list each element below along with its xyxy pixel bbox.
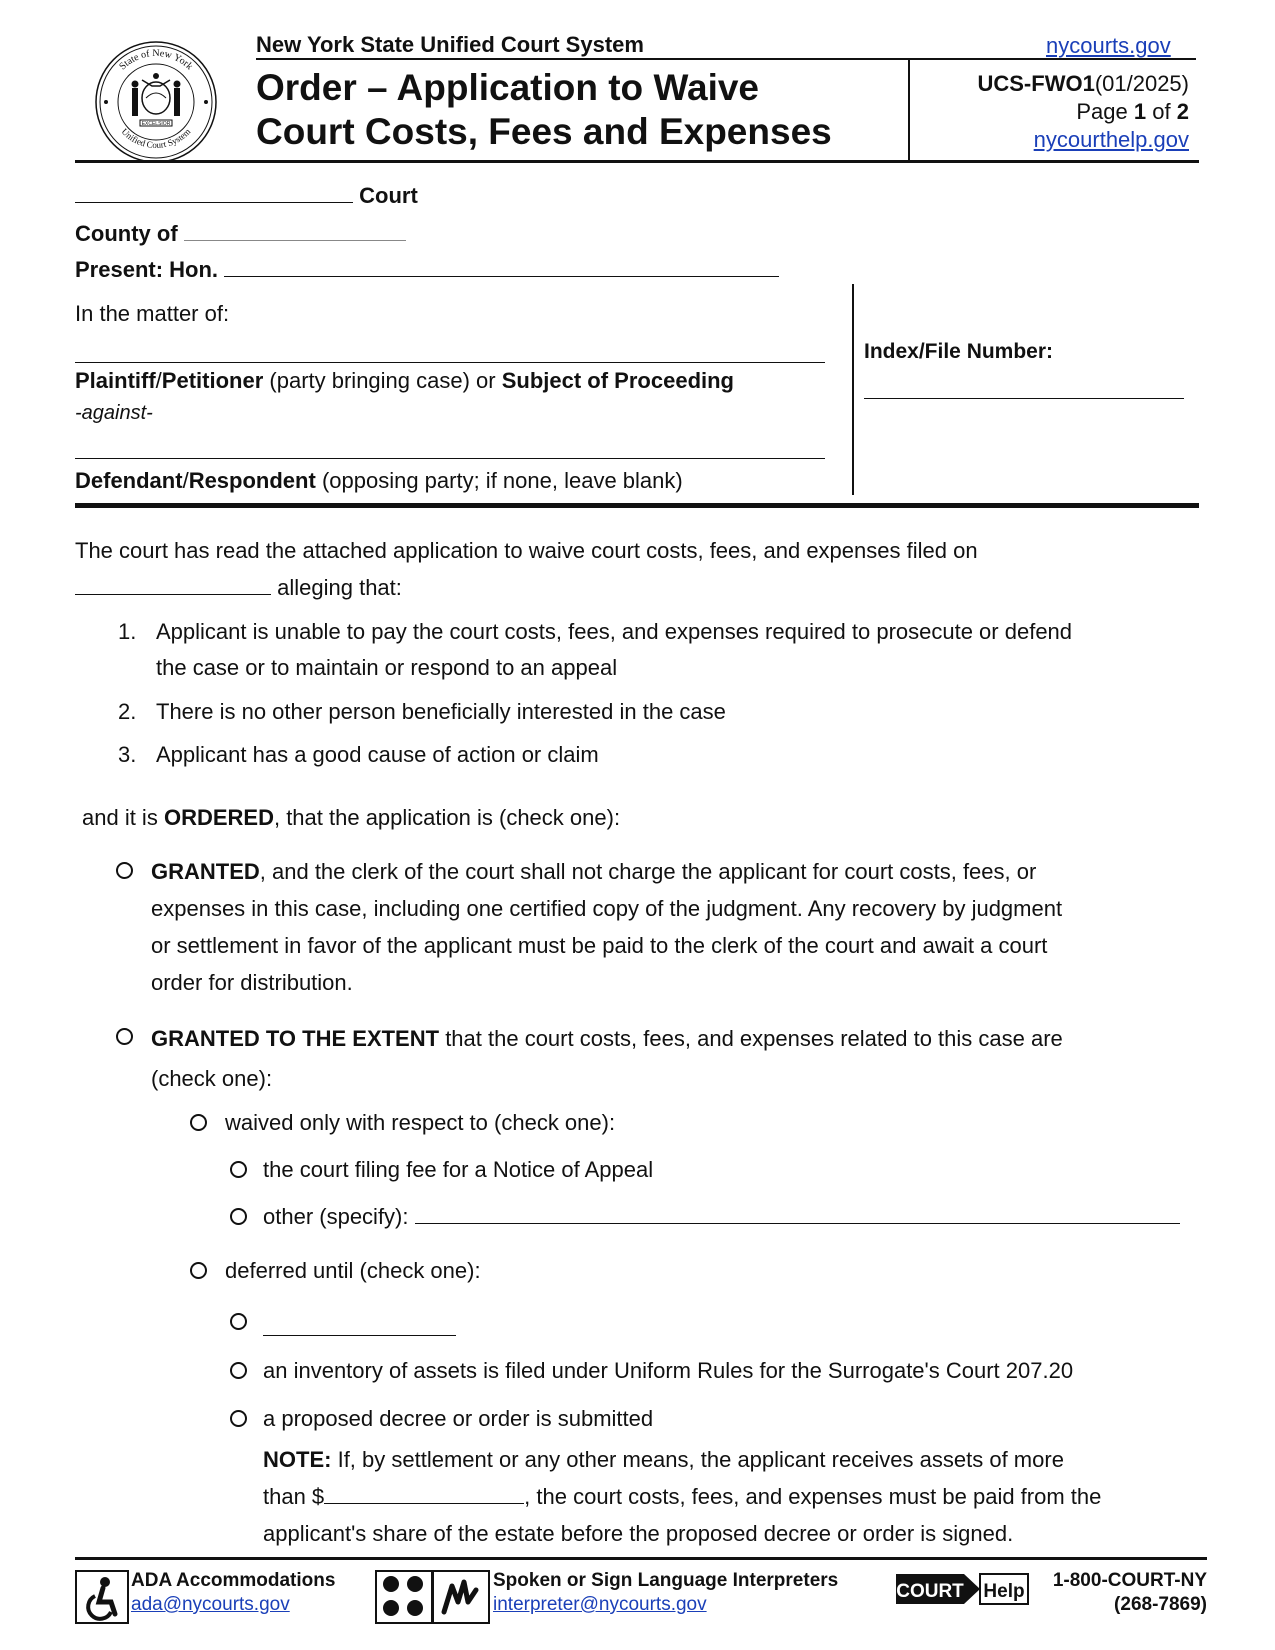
deferred-blank-line[interactable] xyxy=(263,1313,456,1336)
deferred-blank-radio[interactable] xyxy=(230,1313,247,1330)
present-field xyxy=(75,257,779,283)
form-id-block xyxy=(977,70,1189,154)
county-line[interactable] xyxy=(184,240,406,241)
ada-block xyxy=(131,1569,335,1617)
other-specify-field xyxy=(263,1199,1180,1235)
seal-text-top: State of New York xyxy=(117,47,195,73)
org-name: New York State Unified Court System xyxy=(256,32,644,57)
header-bottom-rule xyxy=(75,160,1199,163)
allegation-item-1: 1. Applicant is unable to pay the court costs, fees, and expenses required to prosecute or defend xyxy=(118,619,1073,644)
court-label: Court xyxy=(359,183,418,208)
granted-extent-radio[interactable] xyxy=(116,1028,133,1045)
phone-number: 1-800-COURT-NY xyxy=(1052,1570,1207,1591)
proposed-decree-radio[interactable] xyxy=(230,1410,247,1427)
deferred-radio[interactable] xyxy=(190,1262,207,1279)
against-label: -against- xyxy=(75,402,153,424)
interpreter-block xyxy=(493,1569,838,1617)
note-paragraph: NOTE: If, by settlement or any other means, the applicant receives assets of more than $ , the court costs, fees, and expenses must be paid from the applicant's share of the estate before the proposed decree or order is signed. xyxy=(263,1447,1102,1546)
waived-radio[interactable] xyxy=(190,1114,207,1131)
filed-date-line[interactable] xyxy=(75,594,271,595)
other-specify-radio[interactable] xyxy=(230,1208,247,1225)
accessibility-icon xyxy=(75,1570,129,1624)
present-label: Present: Hon. xyxy=(75,257,219,282)
courthelp-logo xyxy=(896,1570,1030,1610)
defendant-label: Defendant/Respondent (opposing party; if none, leave blank) xyxy=(75,468,683,493)
plaintiff-name-line[interactable] xyxy=(75,340,825,363)
asset-amount-line[interactable] xyxy=(324,1503,524,1504)
filing-fee-radio[interactable] xyxy=(230,1161,247,1178)
allegation-item-3: 3. Applicant has a good cause of action or claim xyxy=(118,742,599,767)
court-name-line[interactable] xyxy=(75,202,353,203)
courthelp-logo-court: COURT xyxy=(896,1581,964,1602)
page-indicator: Page 1 of 2 xyxy=(1076,99,1189,124)
title-line-1: Order – Application to Waive xyxy=(256,67,760,108)
granted-extent-option: GRANTED TO THE EXTENT that the court costs, fees, and expenses related to this case are (check one): xyxy=(151,1026,1063,1091)
svg-text:State of New York xyxy=(117,48,194,72)
phone-block xyxy=(1053,1569,1207,1617)
other-specify-label: other (specify): xyxy=(263,1204,409,1229)
filing-fee-label: the court filing fee for a Notice of Appeal xyxy=(263,1157,654,1182)
plaintiff-label: Plaintiff/Petitioner (party bringing case) or Subject of Proceeding xyxy=(75,368,734,393)
caption-bottom-rule xyxy=(75,503,1199,508)
phone-digits: (268-7869) xyxy=(1114,1594,1207,1615)
other-specify-line[interactable] xyxy=(415,1223,1180,1224)
footer-rule xyxy=(75,1557,1207,1560)
title-line-2: Court Costs, Fees and Expenses xyxy=(256,111,832,152)
sign-language-icon xyxy=(432,1570,490,1624)
caption-divider xyxy=(852,284,854,495)
court-name-field xyxy=(75,183,418,209)
intro-paragraph xyxy=(75,532,1205,606)
index-number-line[interactable] xyxy=(864,376,1184,399)
judge-name-line[interactable] xyxy=(224,276,779,277)
form-code: UCS-FWO1 xyxy=(977,71,1095,96)
page-title xyxy=(256,66,856,154)
form-date: (01/2025) xyxy=(1094,71,1189,96)
seal-text-bottom: Unified Court System xyxy=(119,126,193,151)
ada-title: ADA Accommodations xyxy=(131,1570,336,1591)
intro-line-2: alleging that: xyxy=(277,575,402,600)
inventory-label: an inventory of assets is filed under Uniform Rules for the Surrogate's Court 207.20 xyxy=(263,1358,1074,1383)
inventory-radio[interactable] xyxy=(230,1362,247,1379)
deferred-label: deferred until (check one): xyxy=(225,1258,481,1283)
allegation-item-2: 2. There is no other person beneficially interested in the case xyxy=(118,699,726,724)
allegation-item-1-cont: the case or to maintain or respond to an appeal xyxy=(156,655,618,680)
seal-motto: EXCELSIOR xyxy=(141,121,171,127)
granted-radio[interactable] xyxy=(116,862,133,879)
county-label: County of xyxy=(75,221,178,246)
index-number-label: Index/File Number: xyxy=(864,340,1054,363)
header-divider xyxy=(908,60,910,161)
intro-line-1: The court has read the attached application to waive court costs, fees, and expenses filed on xyxy=(75,538,978,563)
waived-label: waived only with respect to (check one): xyxy=(225,1110,616,1135)
courthelp-logo-help: Help xyxy=(983,1581,1025,1602)
matter-label: In the matter of: xyxy=(75,301,230,326)
nycourthelp-link[interactable]: nycourthelp.gov xyxy=(1033,127,1189,152)
nycourts-link[interactable]: nycourts.gov xyxy=(1046,33,1171,58)
interpreter-email-link[interactable]: interpreter@nycourts.gov xyxy=(493,1594,707,1615)
proposed-decree-label: a proposed decree or order is submitted xyxy=(263,1406,654,1431)
interpreter-icon xyxy=(375,1570,433,1624)
interpreter-title: Spoken or Sign Language Interpreters xyxy=(493,1570,839,1591)
ordered-line: and it is ORDERED, that the application is (check one): xyxy=(82,805,621,830)
ada-email-link[interactable]: ada@nycourts.gov xyxy=(131,1594,290,1615)
court-seal-logo xyxy=(94,40,218,164)
county-field xyxy=(75,221,406,247)
granted-option: GRANTED, and the clerk of the court shall not charge the applicant for court costs, fees, or expenses in this case, including one certified copy of the judgment. Any recovery by judgment or settlement in favor of the applicant must be paid to the clerk of the court and await a court order for distribution. xyxy=(151,859,1063,995)
defendant-name-line[interactable] xyxy=(75,436,825,459)
